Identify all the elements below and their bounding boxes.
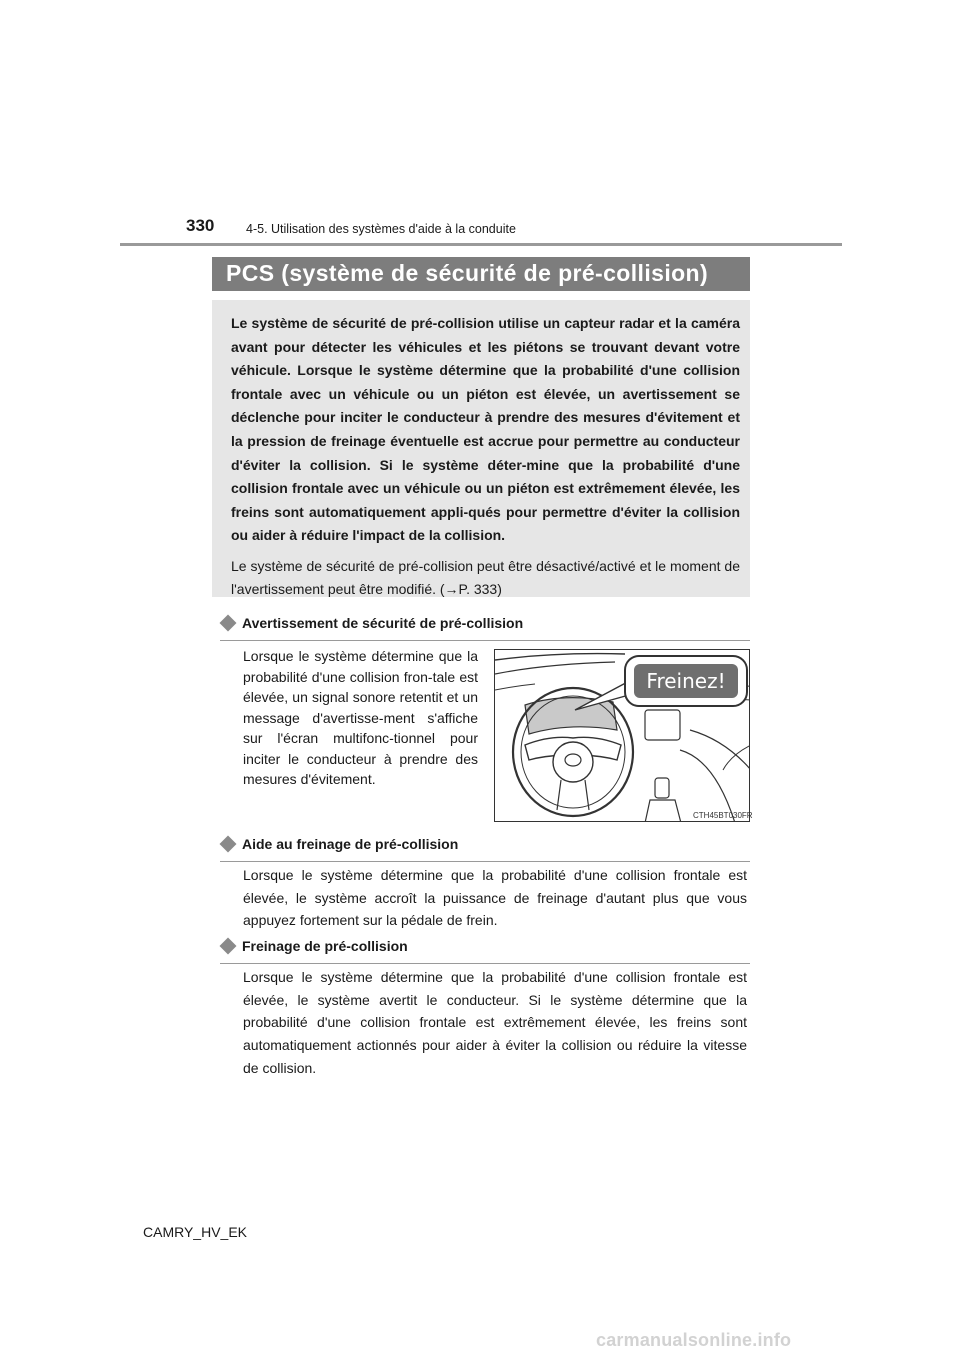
header-rule <box>120 243 842 246</box>
subsection-body-braking: Lorsque le système détermine que la probabilité d'une collision frontale est élevée, le système avertit le conducteur. Si le système détermine que la probabilité d'une collision frontale est extrêmement élevée, les freins sont automatiquement actionnés pour aider à éviter la collision ou réduire la vitesse de collision. <box>243 969 747 1076</box>
section-title: PCS (système de sécurité de pré-collision) <box>226 260 709 286</box>
chapter-title: 4-5. Utilisation des systèmes d'aide à la conduite <box>246 222 516 236</box>
section-title-banner <box>212 257 750 291</box>
diamond-bullet-icon <box>220 836 237 853</box>
subsection-heading-braking <box>220 939 750 964</box>
dashboard-illustration-svg <box>495 650 750 822</box>
illustration-code: CTH45BT030FR <box>693 811 753 820</box>
dashboard-warning-illustration <box>494 649 750 822</box>
callout-text: Freinez! <box>646 669 726 693</box>
subsection-body-brake-assist: Lorsque le système détermine que la probabilité d'une collision frontale est élevée, le système accroît la puissance de freinage d'autant plus que vous appuyez fortement sur la pédale de frein. <box>243 867 747 929</box>
intro-bold-text: Le système de sécurité de pré-collision utilise un capteur radar et la caméra avant pour détecter les véhicules et les piétons se trouvant devant votre véhicule. Lorsque le système détermine que la probabilité d'une collision frontale avec un véhicule ou un piéton est élevée, un avertissement se déclenche pour inciter le conducteur à prendre des mesures d'évitement et la pression de freinage éventuelle est accrue pour permettre au conducteur d'éviter la collision. Si le système déter-mine que la probabilité d'une collision frontale avec un véhicule ou un piéton est extrêmement élevée, les freins sont automatiquement appli-qués pour permettre d'éviter la collision ou aider à réduire l'impact de la collision. <box>231 315 740 544</box>
diamond-bullet-icon <box>220 938 237 955</box>
page-number: 330 <box>186 216 215 235</box>
subsection-heading-warning <box>220 616 750 641</box>
intro-box <box>212 300 750 597</box>
subsection-body-warning: Lorsque le système détermine que la probabilité d'une collision fron-tale est élevée, un signal sonore retentit et un message d'avertisse-ment s'affiche sur l'écran multifonc-tionnel pour inciter le conducteur à prendre des mesures d'évitement. <box>243 648 478 787</box>
subsection-heading-brake-assist <box>220 837 750 862</box>
subsection-heading-label: Avertissement de sécurité de pré-collision <box>242 615 524 631</box>
diamond-bullet-icon <box>220 615 237 632</box>
subsection-heading-label: Freinage de pré-collision <box>242 938 408 954</box>
intro-note-text: Le système de sécurité de pré-collision peut être désactivé/activé et le moment de l'avertissement peut être modifié. (→P. 333) <box>231 557 740 597</box>
footer-model-code: CAMRY_HV_EK <box>143 1224 248 1240</box>
watermark: carmanualsonline.info <box>596 1330 792 1350</box>
subsection-heading-label: Aide au freinage de pré-collision <box>242 836 459 852</box>
